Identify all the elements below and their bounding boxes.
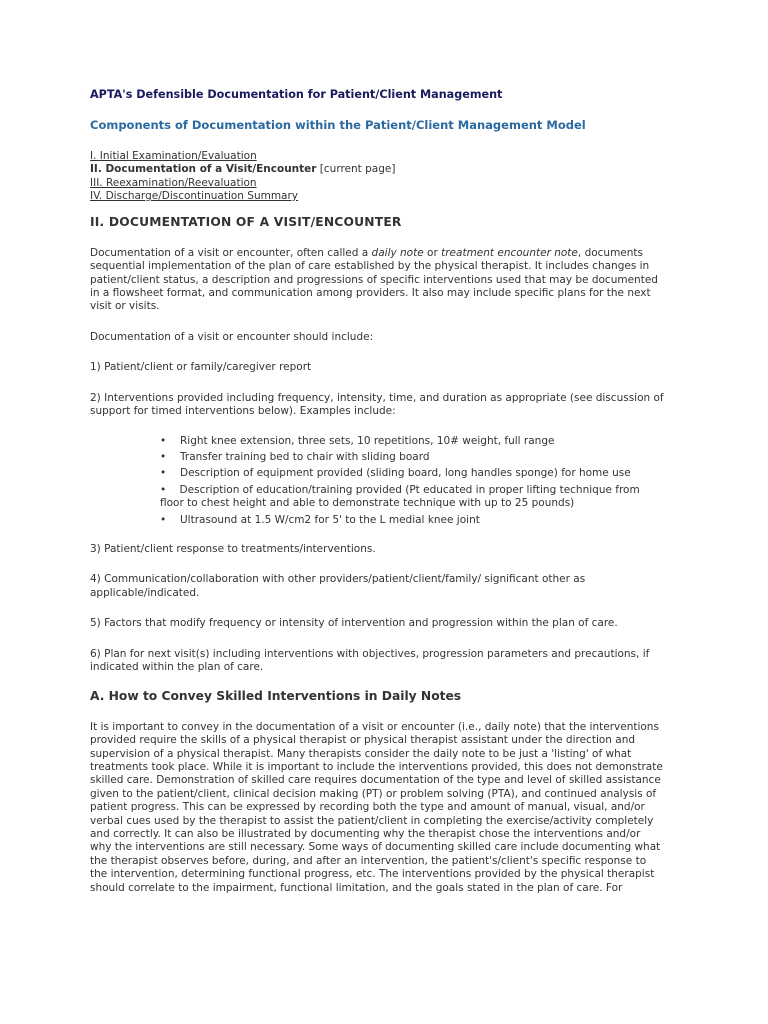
intro-text-2: or <box>423 246 442 259</box>
example-item <box>160 435 665 448</box>
subheading-skilled-interventions: A. How to Convey Skilled Interventions in Daily Notes <box>90 689 462 704</box>
example-text: Ultrasound at 1.5 W/cm2 for 5' to the L medial knee joint <box>180 513 480 526</box>
list-item-6: 6) Plan for next visit(s) including interventions with objectives, progression parameters and precautions, if indicated within the plan of care. <box>90 647 650 673</box>
toc-current-marker: [current page] <box>316 163 396 176</box>
list-item-1: 1) Patient/client or family/caregiver report <box>90 361 312 374</box>
toc-link-initial-examination[interactable]: I. Initial Examination/Evaluation <box>90 149 257 162</box>
intro-text-1: Documentation of a visit or encounter, often called a <box>90 246 372 259</box>
example-item <box>160 467 665 480</box>
example-text: Description of equipment provided (sliding board, long handles sponge) for home use <box>180 467 631 480</box>
examples-list <box>90 435 665 527</box>
example-item <box>160 484 665 511</box>
list-item-3: 3) Patient/client response to treatments/interventions. <box>90 542 376 555</box>
document-title: APTA's Defensible Documentation for Patient/Client Management <box>90 88 503 101</box>
skilled-care-paragraph: It is important to convey in the documentation of a visit or encounter (i.e., daily note) that the interventions provided require the skills of a physical therapist or physical therapist assistant under the direction and supervision of a physical therapist. Many therapists consider the daily note to be just a 'listing' of what treatments took place. While it is important to include the interventions provided, this does not demonstrate skilled care. Demonstration of skilled care requires documentation of the type and level of skilled assistance given to the patient/client, clinical decision making (PT) or problem solving (PTA), and continued analysis of patient progress. This can be expressed by recording both the type and amount of manual, visual, and/or verbal cues used by the therapist to assist the patient/client in completing the exercise/activity completely and correctly. It can also be illustrated by documenting why the therapist chose the interventions and/or why the interventions are still necessary. Some ways of documenting skilled care include documenting what the therapist observes before, during, and after an intervention, the patient's/client's specific response to the intervention, determining functional progress, etc. The interventions provided by the physical therapist should correlate to the impairment, functional limitation, and the goals stated in the plan of care. For <box>90 720 663 894</box>
bullet-icon: • <box>160 467 167 480</box>
should-include-text: Documentation of a visit or encounter should include: <box>90 330 374 343</box>
toc-link-discharge[interactable]: IV. Discharge/Discontinuation Summary <box>90 190 299 203</box>
toc-item-initial-examination <box>90 150 665 163</box>
intro-emphasis-daily-note: daily note <box>371 246 424 259</box>
table-of-contents <box>90 150 665 204</box>
bullet-icon: • <box>160 483 180 496</box>
components-title: Components of Documentation within the Patient/Client Management Model <box>90 118 586 133</box>
example-item <box>160 451 665 464</box>
example-text: Transfer training bed to chair with sliding board <box>180 450 430 463</box>
toc-item-discharge <box>90 190 665 203</box>
intro-paragraph <box>90 247 665 314</box>
document-page <box>90 88 665 895</box>
example-text: Right knee extension, three sets, 10 repetitions, 10# weight, full range <box>180 434 555 447</box>
list-item-5: 5) Factors that modify frequency or intensity of intervention and progression within the plan of care. <box>90 617 618 630</box>
bullet-icon: • <box>160 434 167 447</box>
intro-emphasis-treatment-note: treatment encounter note <box>441 246 578 259</box>
bullet-icon: • <box>160 513 167 526</box>
toc-current-title: II. Documentation of a Visit/Encounter <box>90 163 317 176</box>
example-item <box>160 514 665 527</box>
toc-link-reexamination[interactable]: III. Reexamination/Reevaluation <box>90 176 257 189</box>
toc-item-reexamination <box>90 177 665 190</box>
example-text: Description of education/training provided (Pt educated in proper lifting technique from floor to chest height and able to demonstrate technique with up to 25 pounds) <box>160 483 640 510</box>
intro-text-3: , documents sequential implementation of the plan of care established by the physical therapist. It includes changes in patient/client status, a description and progressions of specific interventions used that may be documented in a flowsheet format, and communication among providers. It also may include specific plans for the next visit or visits. <box>90 246 658 313</box>
list-item-4: 4) Communication/collaboration with other providers/patient/client/family/ significant other as applicable/indicated. <box>90 573 586 599</box>
list-item-2: 2) Interventions provided including frequency, intensity, time, and duration as appropriate (see discussion of support for timed interventions below). Examples include: <box>90 391 664 418</box>
bullet-icon: • <box>160 450 167 463</box>
toc-item-visit-encounter <box>90 163 665 176</box>
section-heading: II. DOCUMENTATION OF A VISIT/ENCOUNTER <box>90 215 402 230</box>
